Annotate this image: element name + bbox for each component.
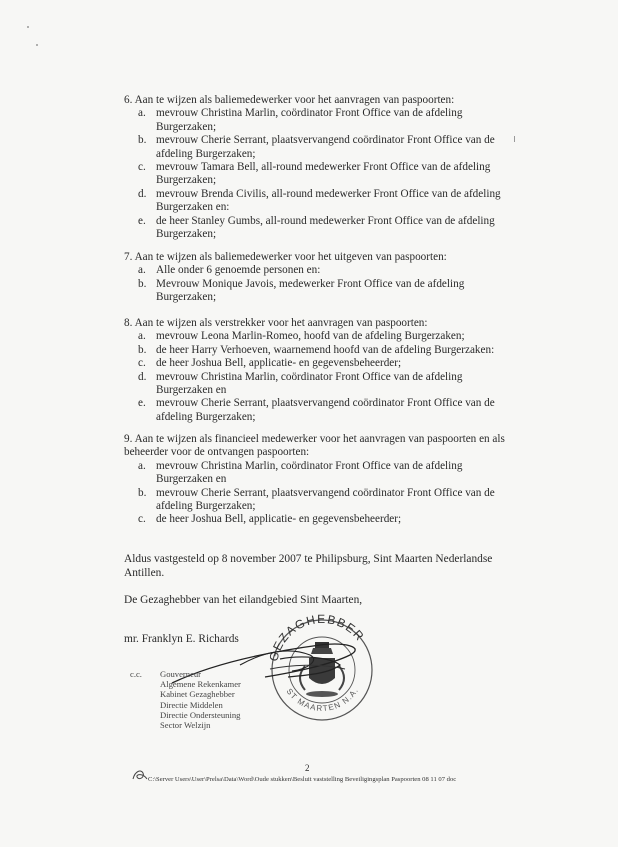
- list-item: [138, 344, 544, 357]
- item-line: Burgerzaken;: [156, 291, 217, 304]
- item-label: e.: [138, 214, 146, 227]
- item-label: a.: [138, 264, 146, 277]
- list-item: [138, 278, 544, 305]
- section-7: [124, 251, 544, 305]
- item-label: d.: [138, 370, 147, 383]
- item-line: Mevrouw Monique Javois, medewerker Front Office van de afdeling: [156, 277, 465, 290]
- item-label: c.: [138, 357, 146, 370]
- item-line: afdeling Burgerzaken;: [156, 410, 256, 423]
- item-line: mevrouw Christina Marlin, coördinator Front Office van de afdeling: [156, 459, 463, 472]
- cc-list: [130, 669, 241, 730]
- item-label: a.: [138, 107, 146, 120]
- item-text: [156, 134, 544, 161]
- closing-line: Aldus vastgesteld op 8 november 2007 te Philipsburg, Sint Maarten Nederlandse: [124, 553, 493, 565]
- page-number: 2: [305, 763, 310, 773]
- section-number: 6.: [124, 94, 133, 106]
- section-8: [124, 317, 544, 424]
- item-text: [156, 397, 544, 424]
- item-label: a.: [138, 459, 146, 472]
- section-7-title: [124, 251, 544, 264]
- item-text: [156, 161, 544, 188]
- list-item: [138, 264, 544, 277]
- item-line: afdeling Burgerzaken;: [156, 500, 256, 513]
- item-line: mevrouw Tamara Bell, all-round medewerker Front Office van de afdeling: [156, 161, 491, 174]
- section-8-items: [138, 330, 544, 424]
- list-item: [138, 357, 544, 370]
- item-line: Burgerzaken;: [156, 174, 217, 187]
- item-line: mevrouw Cherie Serrant, plaatsvervangend coördinator Front Office van de: [156, 134, 495, 147]
- file-path: C:\Server Users\User\Prelsa\Data\Word\Oude stukken\Besluit vaststelling Beveiligingsplan Paspoorten 08 11 07 doc: [148, 776, 457, 783]
- list-item: [138, 161, 544, 188]
- section-number: 8.: [124, 317, 133, 329]
- signatory-name: mr. Franklyn E. Richards: [124, 633, 239, 645]
- section-title: Aan te wijzen als baliemedewerker voor het aanvragen van paspoorten:: [134, 94, 455, 106]
- item-label: d.: [138, 187, 147, 200]
- cc-recipient: Gouverneur: [160, 669, 202, 679]
- section-title: Aan te wijzen als financieel medewerker voor het aanvragen van paspoorten en als: [134, 433, 505, 445]
- item-text: de heer Joshua Bell, applicatie- en gegevensbeheerder;: [156, 513, 402, 526]
- section-8-title: [124, 317, 544, 330]
- list-item: [138, 460, 544, 487]
- section-6: [124, 94, 544, 241]
- item-text: Alle onder 6 genoemde personen en:: [156, 264, 321, 277]
- section-9: [124, 433, 544, 527]
- cc-recipient: Directie Ondersteuning: [160, 709, 241, 720]
- item-line: mevrouw Christina Marlin, coördinator Front Office van de afdeling: [156, 107, 463, 120]
- item-line: Burgerzaken en: [156, 384, 227, 397]
- item-line: mevrouw Christina Marlin, coördinator Front Office van de afdeling: [156, 370, 463, 383]
- item-text: [156, 188, 544, 215]
- cc-recipient: Directie Middelen: [160, 699, 223, 710]
- item-text: [156, 487, 544, 514]
- item-label: b.: [138, 343, 147, 356]
- item-label: c.: [138, 161, 146, 174]
- item-label: b.: [138, 486, 147, 499]
- scan-speck: [27, 26, 29, 28]
- item-line: mevrouw Cherie Serrant, plaatsvervangend coördinator Front Office van de: [156, 397, 495, 410]
- section-9-title: [124, 433, 544, 460]
- section-number: 9.: [124, 433, 133, 445]
- item-text: [156, 107, 544, 134]
- item-line: mevrouw Cherie Serrant, plaatsvervangend coördinator Front Office van de: [156, 486, 495, 499]
- closing-line: Antillen.: [124, 567, 165, 579]
- list-item: [138, 134, 544, 161]
- list-item: [138, 397, 544, 424]
- seal-top-text: GEZAGHEBBER: [266, 611, 368, 663]
- section-9-items: [138, 460, 544, 527]
- item-text: [156, 460, 544, 487]
- item-label: a.: [138, 330, 146, 343]
- section-7-items: [138, 264, 544, 304]
- list-item: [138, 188, 544, 215]
- item-line: Burgerzaken;: [156, 120, 217, 133]
- section-title-continued: beheerder voor de ontvangen paspoorten:: [124, 446, 310, 459]
- item-line: afdeling Burgerzaken;: [156, 147, 256, 160]
- item-label: b.: [138, 134, 147, 147]
- list-item: [138, 371, 544, 398]
- item-label: e.: [138, 397, 146, 410]
- cc-recipient: Algemene Rekenkamer: [160, 679, 241, 690]
- item-line: Burgerzaken en:: [156, 201, 230, 214]
- section-title: Aan te wijzen als verstrekker voor het aanvragen van paspoorten:: [134, 317, 428, 329]
- cc-recipient: Sector Welzijn: [160, 720, 211, 731]
- item-label: b.: [138, 277, 147, 290]
- list-item: [138, 513, 544, 526]
- item-line: Burgerzaken en: [156, 473, 227, 486]
- scan-speck: [36, 44, 38, 46]
- list-item: [138, 330, 544, 343]
- item-line: Burgerzaken;: [156, 228, 217, 241]
- closing-statement: [124, 552, 544, 580]
- item-label: c.: [138, 513, 146, 526]
- section-6-title: [124, 94, 544, 107]
- section-6-items: [138, 107, 544, 241]
- item-line: de heer Stanley Gumbs, all-round medewerker Front Office van de afdeling: [156, 214, 495, 227]
- list-item: [138, 487, 544, 514]
- item-text: de heer Harry Verhoeven, waarnemend hoofd van de afdeling Burgerzaken:: [156, 343, 495, 356]
- item-text: de heer Joshua Bell, applicatie- en gegevensbeheerder;: [156, 357, 402, 370]
- section-number: 7.: [124, 251, 133, 263]
- seal-bottom-text: ST MAARTEN N.A.: [284, 685, 361, 714]
- list-item: [138, 215, 544, 242]
- section-title: Aan te wijzen als baliemedewerker voor het uitgeven van paspoorten:: [134, 251, 447, 263]
- cc-recipients: [130, 669, 241, 730]
- item-text: mevrouw Leona Marlin-Romeo, hoofd van de afdeling Burgerzaken;: [156, 330, 465, 343]
- item-text: [156, 215, 544, 242]
- authority-line: De Gezaghebber van het eilandgebied Sint Maarten,: [124, 594, 363, 606]
- item-text: [156, 371, 544, 398]
- list-item: [138, 107, 544, 134]
- cc-recipient: Kabinet Gezaghebber: [160, 689, 235, 700]
- item-line: mevrouw Brenda Civilis, all-round medewerker Front Office van de afdeling: [156, 187, 501, 200]
- item-text: [156, 278, 544, 305]
- cc-label: c.c.: [130, 669, 142, 679]
- scribble-mark-icon: [131, 767, 149, 785]
